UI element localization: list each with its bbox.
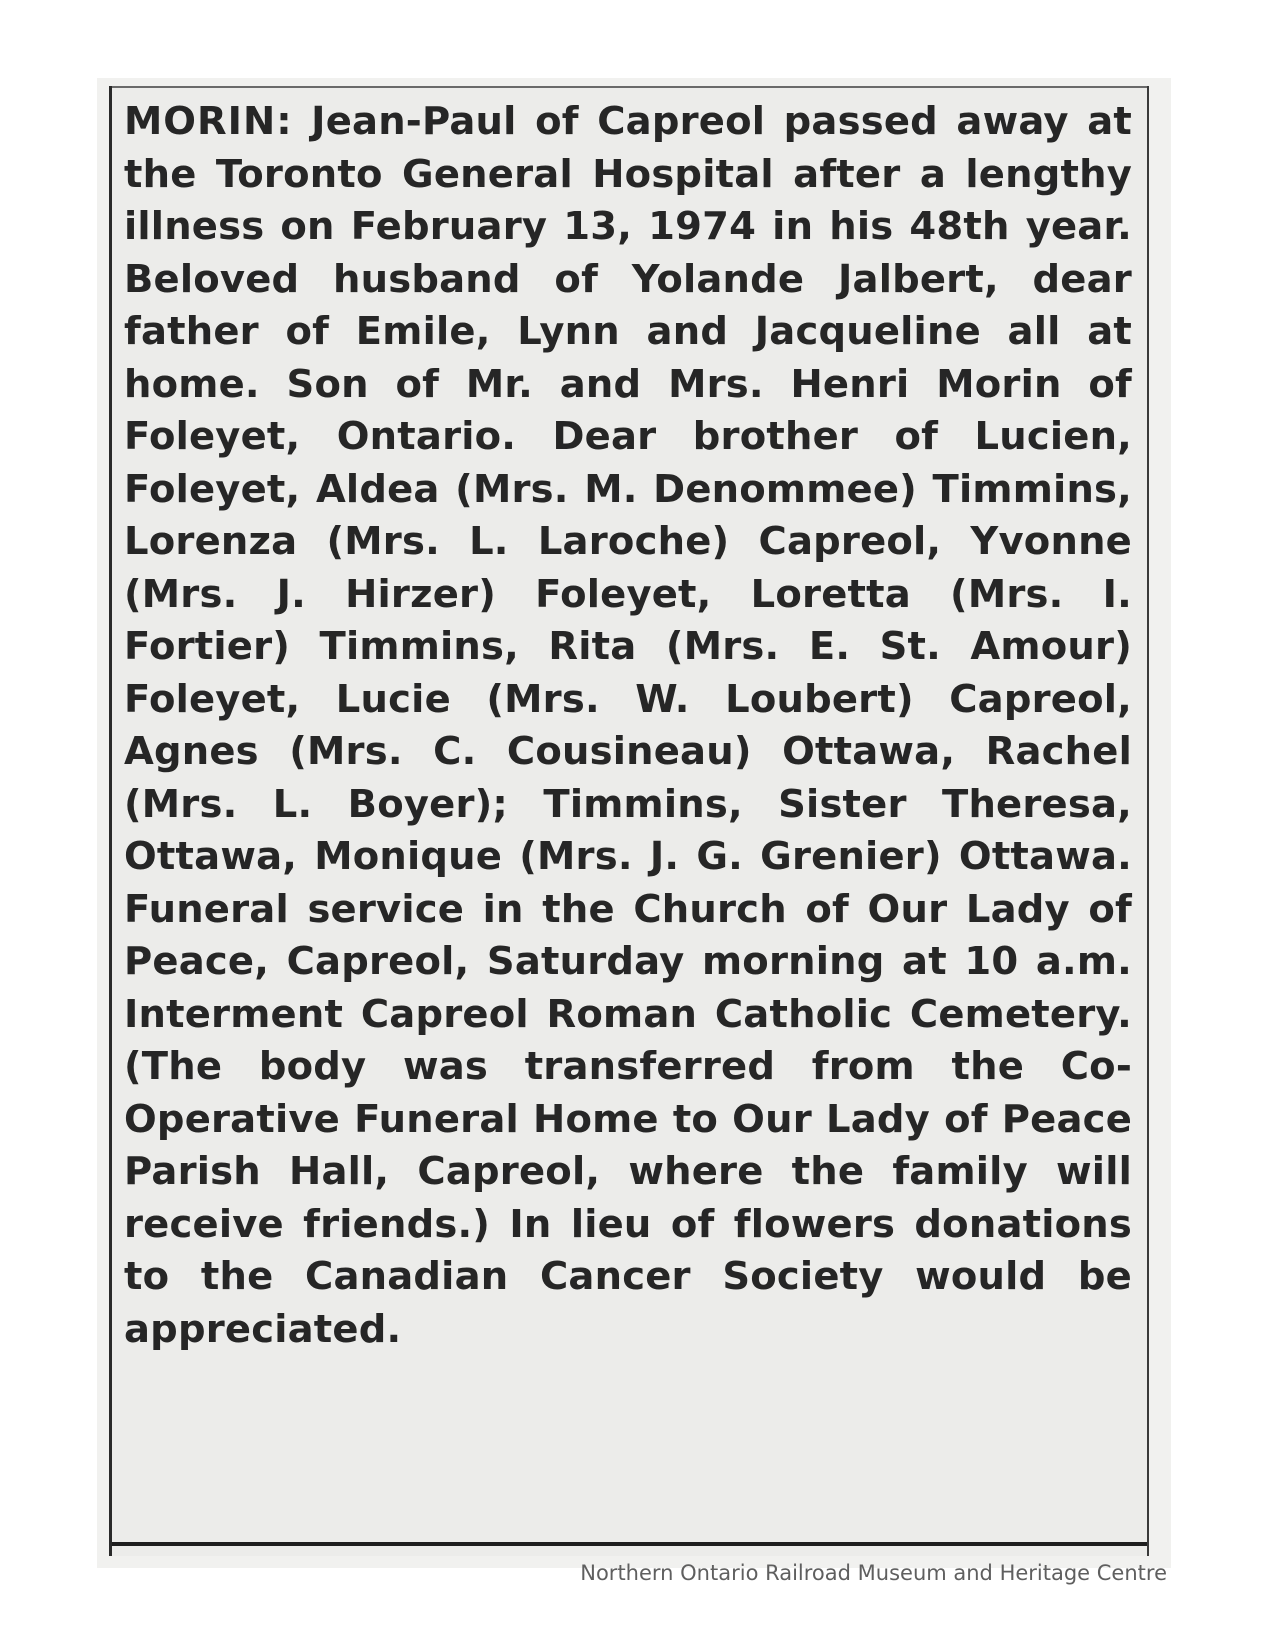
museum-credit: Northern Ontario Railroad Museum and Heritage Centre — [580, 1561, 1167, 1585]
top-rule — [112, 86, 1147, 88]
obituary-body: Jean-Paul of Capreol passed away at the Toronto General Hospital after a lengthy illness on February 13, 1974 in his 48th year. Beloved husband of Yolande Jalbert, dear father of Emile, Lynn and Jacqueline all at home. Son of Mr. and Mrs. Henri Morin of Foleyet, Ontario. Dear brother of Lucien, Foleyet, Aldea (Mrs. M. Denommee) Timmins, Lorenza (Mrs. L. Laroche) Capreol, Yvonne (Mrs. J. Hirzer) Foleyet, Loretta (Mrs. I. Fortier) Timmins, Rita (Mrs. E. St. Amour) Foleyet, Lucie (Mrs. W. Loubert) Capreol, Agnes (Mrs. C. Cousineau) Ottawa, Rachel (Mrs. L. Boyer); Timmins, Sister Theresa, Ottawa, Monique (Mrs. J. G. Grenier) Ottawa. Funeral service in the Church of Our Lady of Peace, Capreol, Saturday morning at 10 a.m. Interment Capreol Roman Catholic Cemetery. (The body was transferred from the Co-Operative Funeral Home to Our Lady of Peace Parish Hall, Capreol, where the family will receive friends.) In lieu of flowers donations to the Canadian Cancer Society would be appreciated. — [124, 99, 1132, 1352]
scanned-clipping — [97, 78, 1171, 1568]
obituary-text — [124, 96, 1132, 1356]
newspaper-clipping — [109, 86, 1149, 1556]
obituary-surname: MORIN: — [124, 99, 293, 144]
bottom-rule — [112, 1542, 1147, 1546]
